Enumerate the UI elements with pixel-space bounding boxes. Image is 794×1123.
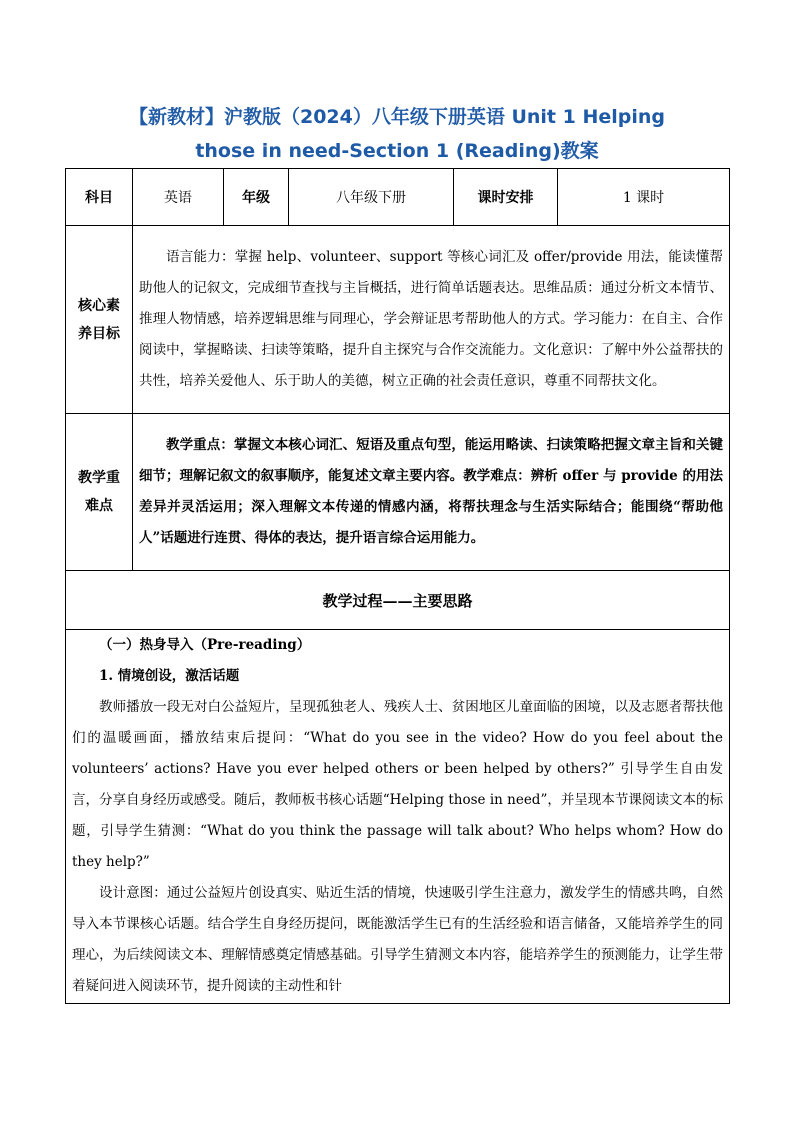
process-title: 教学过程——主要思路 bbox=[66, 571, 730, 630]
process-paragraph-1: 教师播放一段无对白公益短片，呈现孤独老人、残疾人士、贫困地区儿童面临的困境，以及志愿者帮扶他们的温暖画面，播放结束后提问：“What do you see in the video? How do you feel about the volunteers’ actions? Have you ever helped others or been helped by others?” 引导学生自由发言，分享自身经历或感受。随后，教师板书核心话题“Helping those in need”，并呈现本节课阅读文本的标题，引导学生猜测：“What do you think the passage will talk about? Who helps whom? How do they help?” bbox=[72, 699, 723, 870]
goals-row bbox=[66, 226, 730, 414]
schedule-value: 1 课时 bbox=[558, 169, 730, 226]
grade-label: 年级 bbox=[224, 169, 289, 226]
process-section-heading: （一）热身导入（Pre-reading） bbox=[99, 637, 311, 653]
keypoints-row bbox=[66, 414, 730, 571]
goals-label bbox=[66, 226, 133, 414]
process-cell bbox=[66, 630, 730, 1004]
process-step-heading: 1. 情境创设，激活话题 bbox=[99, 668, 240, 684]
keypoints-label-line-1: 教学重 bbox=[78, 470, 120, 486]
lesson-plan-table bbox=[65, 168, 730, 1004]
process-title-row bbox=[66, 571, 730, 630]
goals-label-line-2: 养目标 bbox=[78, 325, 120, 342]
title-line-1: 【新教材】沪教版（2024）八年级下册英语 Unit 1 Helping bbox=[128, 106, 666, 128]
keypoints-label-line-2: 难点 bbox=[85, 498, 113, 514]
document-title bbox=[80, 100, 714, 168]
keypoints-label bbox=[66, 414, 133, 571]
goals-cell bbox=[133, 226, 730, 414]
header-row bbox=[66, 169, 730, 226]
keypoints-cell bbox=[133, 414, 730, 571]
subject-label: 科目 bbox=[66, 169, 133, 226]
goals-text: 语言能力：掌握 help、volunteer、support 等核心词汇及 offer/provide 用法，能读懂帮助他人的记叙文，完成细节查找与主旨概括，进行简单话题表达。思维品质：通过分析文本情节、推理人物情感，培养逻辑思维与同理心，学会辩证思考帮助他人的方式。学习能力：在自主、合作阅读中，掌握略读、扫读等策略，提升自主探究与合作交流能力。文化意识：了解中外公益帮扶的共性，培养关爱他人、乐于助人的美德，树立正确的社会责任意识，尊重不同帮扶文化。 bbox=[139, 249, 723, 389]
title-line-2: those in need-Section 1 (Reading)教案 bbox=[195, 140, 599, 162]
process-paragraph-2: 设计意图：通过公益短片创设真实、贴近生活的情境，快速吸引学生注意力，激发学生的情感共鸣，自然导入本节课核心话题。结合学生自身经历提问，既能激活学生已有的生活经验和语言储备，又能培养学生的同理心，为后续阅读文本、理解情感奠定情感基础。引导学生猜测文本内容，能培养学生的预测能力，让学生带着疑问进入阅读环节，提升阅读的主动性和针 bbox=[72, 885, 723, 994]
goals-label-line-1: 核心素 bbox=[78, 297, 120, 314]
keypoints-text: 教学重点：掌握文本核心词汇、短语及重点句型，能运用略读、扫读策略把握文章主旨和关键细节；理解记叙文的叙事顺序，能复述文章主要内容。教学难点：辨析 offer 与 provide 的用法差异并灵活运用；深入理解文本传递的情感内涵，将帮扶理念与生活实际结合；能围绕“帮助他人”话题进行连贯、得体的表达，提升语言综合运用能力。 bbox=[139, 437, 723, 546]
schedule-label: 课时安排 bbox=[454, 169, 558, 226]
process-row bbox=[66, 630, 730, 1004]
subject-value: 英语 bbox=[133, 169, 224, 226]
grade-value: 八年级下册 bbox=[289, 169, 454, 226]
